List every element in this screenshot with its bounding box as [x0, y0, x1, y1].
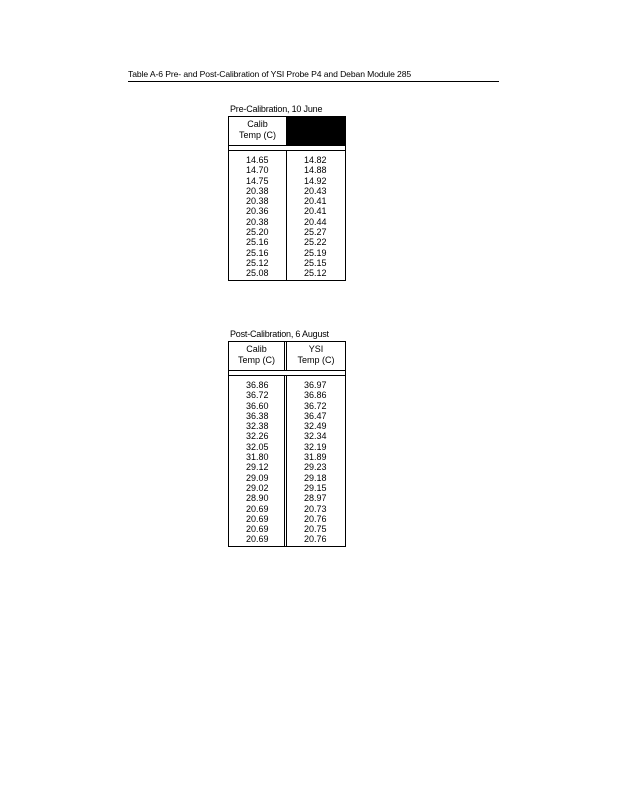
pre-col1-cell: 20.38	[246, 196, 269, 207]
post-col2-cell: 32.34	[304, 431, 327, 442]
post-col1-cell: 20.69	[246, 503, 269, 514]
post-col1-cell: 20.69	[246, 513, 269, 524]
post-ysi-header-line2: Temp (C)	[297, 355, 335, 365]
pre-col2-cell: 25.19	[304, 247, 327, 258]
pre-col2-cell: 20.41	[304, 206, 327, 217]
post-calibration-caption: Post-Calibration, 6 August	[230, 329, 329, 339]
pre-header-row	[229, 117, 345, 146]
post-col2-cell: 29.18	[304, 472, 327, 483]
post-col1-cell: 29.12	[246, 462, 269, 473]
pre-col2-cell: 20.41	[304, 196, 327, 207]
post-col2-cell: 20.76	[304, 513, 327, 524]
post-col1-cell: 31.80	[246, 452, 269, 463]
pre-col2-cell: 14.82	[304, 155, 327, 165]
pre-calib-header-line1: Calib	[247, 119, 268, 129]
post-col1-cell: 29.09	[246, 472, 269, 483]
post-col2-cell: 28.97	[304, 493, 327, 504]
pre-col1-cell: 25.12	[246, 257, 269, 268]
title-rule	[128, 81, 499, 82]
post-ysi-column	[287, 376, 345, 546]
post-col2-cell: 29.23	[304, 462, 327, 473]
pre-col2-cell: 25.15	[304, 257, 327, 268]
post-col2-cell: 36.72	[304, 400, 327, 411]
pre-col2-cell: 14.92	[304, 175, 327, 186]
pre-calib-column	[229, 151, 287, 280]
post-col2-cell: 32.19	[304, 441, 327, 452]
post-header-row	[229, 342, 345, 371]
pre-col1-cell: 25.16	[246, 247, 269, 258]
pre-col1-cell: 25.20	[246, 227, 269, 238]
post-col1-cell: 36.72	[246, 390, 269, 401]
post-col1-cell: 36.86	[246, 380, 269, 390]
post-col1-cell: 20.69	[246, 534, 269, 545]
pre-col2-cell: 20.43	[304, 185, 327, 196]
post-col2-cell: 20.75	[304, 524, 327, 535]
pre-col2-cell: 14.88	[304, 165, 327, 176]
pre-calib-temp-header	[229, 117, 287, 145]
pre-table-body	[229, 151, 345, 280]
post-col1-cell: 32.05	[246, 441, 269, 452]
post-col1-cell: 36.60	[246, 400, 269, 411]
pre-ysi-header-blacked-out	[287, 117, 345, 145]
post-calib-temp-header	[229, 342, 287, 370]
pre-col2-cell: 25.12	[304, 268, 327, 279]
post-calibration-table	[228, 341, 346, 547]
post-col2-cell: 20.73	[304, 503, 327, 514]
pre-col1-cell: 14.75	[246, 175, 269, 186]
post-col2-cell: 20.76	[304, 534, 327, 545]
post-col2-cell: 29.15	[304, 482, 327, 493]
post-calib-header-line1: Calib	[246, 344, 267, 354]
post-col1-cell: 32.26	[246, 431, 269, 442]
pre-ysi-column	[287, 151, 345, 280]
post-col1-cell: 20.69	[246, 524, 269, 535]
pre-col1-cell: 14.70	[246, 165, 269, 176]
post-ysi-temp-header	[287, 342, 345, 370]
post-col2-cell: 36.86	[304, 390, 327, 401]
post-col2-cell: 32.49	[304, 421, 327, 432]
pre-calibration-table	[228, 116, 346, 281]
post-col1-cell: 32.38	[246, 421, 269, 432]
pre-col1-cell: 14.65	[246, 155, 269, 165]
post-table-body	[229, 376, 345, 546]
pre-col1-cell: 20.38	[246, 216, 269, 227]
pre-calib-header-line2: Temp (C)	[238, 130, 276, 140]
pre-col2-cell: 25.27	[304, 227, 327, 238]
page-title: Table A-6 Pre- and Post-Calibration of YSI Probe P4 and Deban Module 285	[128, 69, 412, 79]
post-col2-cell: 36.47	[304, 410, 327, 421]
pre-col1-cell: 25.08	[246, 268, 269, 279]
pre-col1-cell: 20.36	[246, 206, 269, 217]
pre-col1-cell: 25.16	[246, 237, 269, 248]
post-calib-header-line2: Temp (C)	[237, 355, 275, 365]
post-col1-cell: 36.38	[246, 410, 269, 421]
post-ysi-header-line1: YSI	[308, 344, 324, 354]
post-col1-cell: 29.02	[246, 482, 269, 493]
pre-col2-cell: 20.44	[304, 216, 327, 227]
pre-col2-cell: 25.22	[304, 237, 327, 248]
post-col2-cell: 36.97	[304, 380, 327, 390]
post-col2-cell: 31.89	[304, 452, 327, 463]
post-calib-column	[229, 376, 287, 546]
pre-calibration-caption: Pre-Calibration, 10 June	[230, 104, 323, 114]
post-col1-cell: 28.90	[246, 493, 269, 504]
pre-col1-cell: 20.38	[246, 185, 269, 196]
